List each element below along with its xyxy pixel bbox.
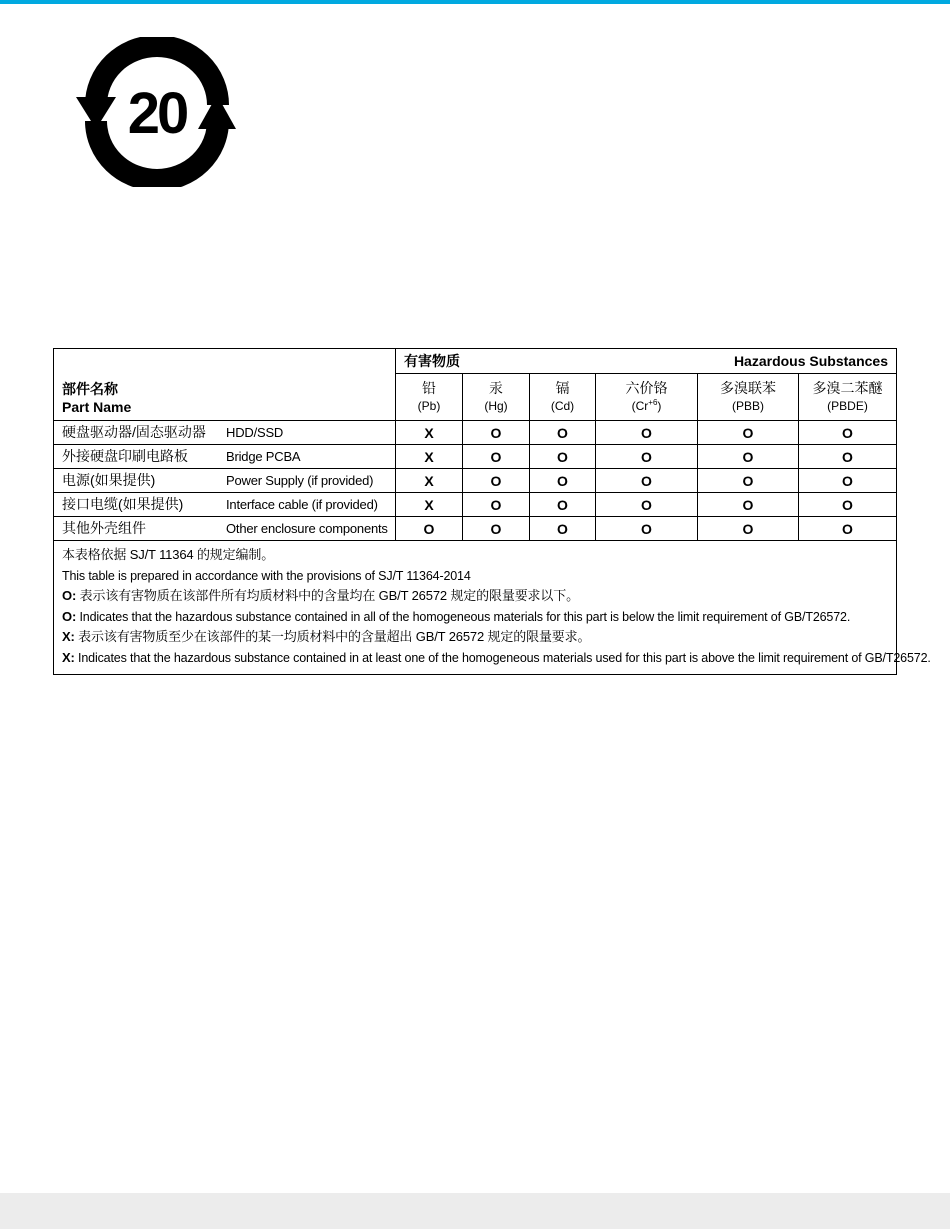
x-marker: X: bbox=[62, 649, 75, 665]
substance-zh: 铅 bbox=[422, 380, 436, 396]
hazard-zh: 有害物质 bbox=[404, 353, 460, 369]
part-name-en: Part Name bbox=[62, 399, 132, 415]
value-cell: O bbox=[698, 493, 799, 517]
note-x-zh-text: 表示该有害物质至少在该部件的某一均质材料中的含量超出 GB/T 26572 规定的限量要求。 bbox=[78, 629, 591, 644]
value-cell: X bbox=[396, 469, 463, 493]
value-cell: O bbox=[698, 469, 799, 493]
note-o-zh bbox=[62, 586, 888, 607]
symbol-end: ) bbox=[657, 399, 662, 413]
value-cell: O bbox=[530, 517, 596, 541]
value-cell: O bbox=[463, 469, 530, 493]
value-cell: O bbox=[530, 421, 596, 445]
value-cell: O bbox=[396, 517, 463, 541]
substance-symbol: (Hg) bbox=[484, 399, 508, 413]
efup-20-logo bbox=[76, 37, 236, 187]
substance-zh: 镉 bbox=[555, 380, 570, 396]
substance-pb bbox=[396, 374, 463, 421]
value-cell: O bbox=[463, 445, 530, 469]
page-footer-band bbox=[0, 1193, 950, 1229]
hazardous-substances-header bbox=[396, 349, 897, 374]
table-row bbox=[54, 445, 897, 469]
substance-pbde bbox=[799, 374, 897, 421]
symbol-base: (Cr bbox=[631, 399, 649, 413]
value-cell: O bbox=[596, 493, 698, 517]
value-cell: O bbox=[799, 421, 897, 445]
part-name-cell bbox=[54, 469, 396, 493]
symbol-superscript: +6 bbox=[648, 398, 658, 407]
value-cell: O bbox=[799, 445, 897, 469]
value-cell: O bbox=[596, 469, 698, 493]
part-name-cell bbox=[54, 445, 396, 469]
table-row bbox=[54, 493, 897, 517]
top-accent-bar bbox=[0, 0, 950, 4]
substance-symbol: (Cd) bbox=[550, 399, 575, 413]
part-name-en: Other enclosure components bbox=[226, 521, 388, 536]
value-cell: O bbox=[698, 517, 799, 541]
part-name-zh: 外接硬盘印刷电路板 bbox=[62, 448, 188, 464]
substance-symbol: (PBDE) bbox=[827, 399, 868, 413]
value-cell: O bbox=[698, 445, 799, 469]
value-cell: O bbox=[698, 421, 799, 445]
part-name-cell bbox=[54, 517, 396, 541]
part-name-zh: 其他外壳组件 bbox=[62, 520, 146, 536]
value-cell: O bbox=[596, 445, 698, 469]
note-x-en bbox=[62, 648, 931, 669]
substance-cr6 bbox=[596, 374, 698, 421]
note-o-en bbox=[62, 607, 888, 628]
substance-zh: 汞 bbox=[489, 380, 503, 396]
note-x-en-text: Indicates that the hazardous substance contained in at least one of the homogeneous materials used for this part is above the limit requirement of GB/T26572. bbox=[78, 650, 931, 665]
substance-symbol: (PBB) bbox=[731, 399, 764, 413]
table-row bbox=[54, 421, 897, 445]
o-marker: O: bbox=[62, 608, 77, 624]
part-name-cell bbox=[54, 421, 396, 445]
value-cell: O bbox=[530, 469, 596, 493]
note-x-zh bbox=[62, 627, 888, 648]
substance-hg bbox=[463, 374, 530, 421]
substance-zh: 多溴联苯 bbox=[720, 380, 776, 396]
part-name-zh: 电源(如果提供) bbox=[62, 472, 156, 488]
value-cell: X bbox=[396, 421, 463, 445]
value-cell: X bbox=[396, 445, 463, 469]
part-name-header bbox=[54, 349, 396, 421]
part-name-zh: 部件名称 bbox=[62, 381, 118, 397]
value-cell: O bbox=[530, 445, 596, 469]
table-row bbox=[54, 517, 897, 541]
part-name-zh: 接口电缆(如果提供) bbox=[62, 496, 184, 512]
hazard-en: Hazardous Substances bbox=[733, 353, 888, 369]
part-name-en: Bridge PCBA bbox=[226, 449, 301, 464]
logo-number: 20 bbox=[127, 81, 187, 146]
substance-symbol: (Pb) bbox=[417, 399, 441, 413]
value-cell: O bbox=[530, 493, 596, 517]
substance-pbb bbox=[698, 374, 799, 421]
part-name-cell bbox=[54, 493, 396, 517]
value-cell: O bbox=[799, 469, 897, 493]
part-name-en: Interface cable (if provided) bbox=[226, 497, 378, 512]
value-cell: O bbox=[463, 421, 530, 445]
value-cell: O bbox=[799, 493, 897, 517]
value-cell: O bbox=[463, 493, 530, 517]
substance-symbol bbox=[596, 397, 697, 415]
part-name-en: Power Supply (if provided) bbox=[226, 473, 374, 488]
note-o-zh-text: 表示该有害物质在该部件所有均质材料中的含量均在 GB/T 26572 规定的限量要求以下。 bbox=[79, 588, 579, 603]
value-cell: O bbox=[596, 421, 698, 445]
part-name-en: HDD/SSD bbox=[226, 425, 284, 440]
value-cell: O bbox=[596, 517, 698, 541]
x-marker: X: bbox=[62, 629, 75, 644]
value-cell: O bbox=[463, 517, 530, 541]
substance-zh: 六价铬 bbox=[625, 380, 668, 396]
table-notes bbox=[54, 541, 931, 675]
o-marker: O: bbox=[62, 588, 77, 603]
table-row bbox=[54, 469, 897, 493]
substance-zh: 多溴二苯醚 bbox=[812, 380, 883, 396]
note-basis-zh: 本表格依据 SJ/T 11364 的规定编制。 bbox=[62, 547, 275, 562]
value-cell: X bbox=[396, 493, 463, 517]
hazardous-substances-table bbox=[53, 348, 931, 675]
note-basis-en: This table is prepared in accordance with the provisions of SJ/T 11364-2014 bbox=[62, 568, 471, 583]
part-name-zh: 硬盘驱动器/固态驱动器 bbox=[62, 424, 206, 440]
note-o-en-text: Indicates that the hazardous substance contained in all of the homogeneous materials for this part is below the limit requirement of GB/T26572. bbox=[79, 609, 851, 624]
value-cell: O bbox=[799, 517, 897, 541]
substance-cd bbox=[530, 374, 596, 421]
